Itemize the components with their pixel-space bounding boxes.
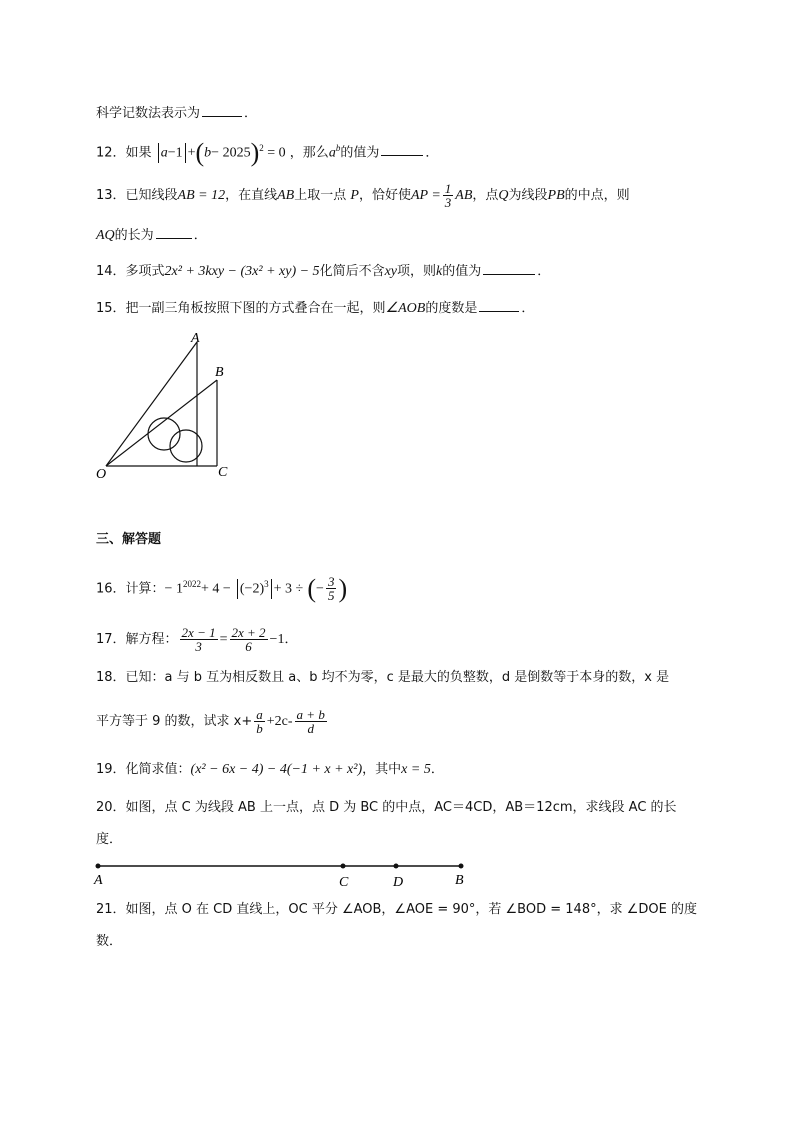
q13-text: 上取一点 — [294, 188, 347, 203]
math-expr: −1 — [269, 632, 285, 647]
var-a: a — [328, 145, 336, 161]
question-20-line2: 度． — [96, 832, 123, 847]
math-expr: AB = 12 — [177, 188, 226, 203]
fraction-den: 6 — [245, 639, 252, 654]
question-18-line1: 18．已知：a 与 b 互为相反数且 a、b 均不为零，c 是最大的负整数，d 是倒数等于本身的数，x 是 — [96, 670, 670, 685]
period: ． — [193, 228, 207, 243]
exponent: b — [335, 143, 341, 153]
question-15 — [96, 297, 534, 319]
exponent: 2022 — [182, 579, 201, 589]
question-19 — [96, 760, 444, 780]
answer-blank — [479, 297, 519, 312]
math-expr: − 1 — [164, 581, 183, 597]
expr-part: = 0 — [263, 145, 286, 161]
q13-lead: 13．已知线段 — [96, 188, 178, 203]
point-B — [459, 864, 464, 869]
q14-text: 化简后不含 — [319, 264, 385, 279]
q15-lead: 15．把一副三角板按照下图的方式叠合在一起，则 — [96, 301, 386, 316]
fraction — [180, 626, 218, 653]
math-expr: (x² − 6x − 4) − 4(−1 + x + x²) — [190, 762, 363, 777]
point-C — [341, 864, 346, 869]
expr-part: − 2025 — [211, 145, 251, 161]
q13-text: ，恰好使 — [358, 188, 411, 203]
question-13-line1 — [96, 182, 630, 209]
q13-text: 为线段 — [508, 188, 548, 203]
q11-tail-line — [96, 102, 257, 124]
abs-bar-right — [185, 143, 186, 163]
math-expr: PB — [547, 188, 565, 203]
q16-lead: 16．计算： — [96, 581, 165, 597]
math-expr: k — [436, 264, 443, 279]
math-expr: (−2) — [239, 581, 265, 597]
math-expr: Q — [498, 188, 509, 203]
math-expr: AB — [455, 188, 473, 203]
label-A: A — [94, 873, 103, 888]
fraction-num: a — [256, 707, 263, 722]
answer-blank — [483, 260, 535, 275]
line-OA — [106, 342, 197, 466]
math-expr: + 3 ÷ — [273, 581, 304, 597]
label-A: A — [191, 331, 200, 346]
period: ． — [425, 145, 439, 161]
fraction-num: 2x − 1 — [181, 625, 216, 640]
math-expr: +2c- — [266, 714, 293, 729]
point-D — [394, 864, 399, 869]
abs-bar-left — [158, 143, 159, 163]
period: ． — [284, 632, 298, 647]
expr-part: −1 — [167, 145, 183, 161]
q14-text: 项，则 — [397, 264, 437, 279]
q13-text: ，点 — [472, 188, 499, 203]
point-A — [96, 864, 101, 869]
period: ． — [430, 762, 444, 777]
fraction-num: 3 — [327, 574, 335, 590]
q14-text: 的值为 — [442, 264, 482, 279]
label-D: D — [393, 875, 404, 890]
answer-blank — [381, 141, 423, 156]
figure-segment-ab — [90, 856, 480, 892]
exponent: 3 — [264, 579, 269, 589]
math-expr: 2x² + 3kxy − (3x² + xy) − 5 — [164, 264, 320, 279]
period: ． — [537, 264, 551, 279]
question-21-line1: 21．如图，点 O 在 CD 直线上，OC 平分 ∠AOB，∠AOE = 90°，若 ∠BOD = 148°，求 ∠DOE 的度 — [96, 902, 697, 917]
label-O: O — [96, 467, 107, 482]
q13-text: 的长为 — [114, 228, 154, 243]
math-expr: P — [350, 188, 359, 203]
math-expr: AB — [277, 188, 295, 203]
label-B: B — [455, 873, 464, 888]
fraction-num: 2x + 2 — [231, 625, 266, 640]
q19-text: ，其中 — [362, 762, 402, 777]
abs-bar-right — [271, 579, 272, 599]
question-16 — [96, 574, 347, 602]
math-expr: = — [219, 632, 228, 647]
abs-bar-left — [237, 579, 238, 599]
q15-text: 的度数是 — [425, 301, 478, 316]
period: ． — [521, 301, 535, 316]
q14-lead: 14．多项式 — [96, 264, 165, 279]
q18-text: 平方等于 9 的数，试求 x+ — [96, 714, 253, 729]
math-expr: xy — [384, 264, 398, 279]
question-21-line2: 数． — [96, 934, 123, 949]
question-13-line2 — [96, 224, 207, 246]
label-B: B — [215, 365, 224, 380]
fraction — [443, 182, 454, 209]
q13-text: 的中点，则 — [564, 188, 630, 203]
fraction — [326, 575, 337, 602]
math-expr: x = 5 — [401, 762, 431, 777]
fraction-den: 3 — [444, 195, 452, 210]
math-expr: − — [316, 581, 324, 597]
fraction-den: 5 — [327, 588, 335, 604]
q17-lead: 17．解方程： — [96, 632, 178, 647]
fraction — [254, 708, 265, 735]
fraction-num: 1 — [444, 181, 452, 196]
question-18-line2 — [96, 708, 329, 735]
period: ． — [244, 106, 258, 121]
q12-text: ，那么 — [289, 145, 329, 161]
var-b: b — [204, 145, 212, 161]
question-14 — [96, 260, 550, 282]
fraction — [295, 708, 327, 735]
question-12 — [96, 137, 439, 167]
paren-right: ) — [338, 573, 348, 603]
math-expr: AQ — [96, 228, 115, 243]
q12-text: 的值为 — [340, 145, 380, 161]
fraction — [230, 626, 268, 653]
paren-right: ) — [250, 137, 260, 167]
math-expr: ∠AOB — [385, 301, 426, 316]
answer-blank — [202, 102, 242, 117]
question-17 — [96, 626, 297, 653]
expr-part: + — [187, 145, 196, 161]
q12-lead: 12．如果 — [96, 145, 152, 161]
paren-left: ( — [195, 137, 205, 167]
math-expr: + 4 − — [200, 581, 231, 597]
fraction-den: d — [307, 721, 314, 736]
label-C: C — [339, 875, 349, 890]
question-20-line1: 20．如图，点 C 为线段 AB 上一点，点 D 为 BC 的中点，AC＝4CD，AB＝12cm，求线段 AC 的长 — [96, 800, 677, 815]
q13-text: ，在直线 — [225, 188, 278, 203]
q11-tail-text: 科学记数法表示为 — [96, 106, 201, 121]
fraction-den: b — [256, 721, 263, 736]
q19-lead: 19．化简求值： — [96, 762, 191, 777]
math-expr: AP = — [410, 188, 441, 203]
var-a: a — [160, 145, 168, 161]
exponent: 2 — [259, 143, 264, 153]
section-heading: 三、解答题 — [96, 532, 162, 547]
fraction-num: a + b — [296, 707, 325, 722]
paren-left: ( — [307, 573, 317, 603]
figure-triangle-rulers — [90, 330, 250, 490]
answer-blank — [156, 224, 192, 239]
label-C: C — [218, 465, 228, 480]
fraction-den: 3 — [195, 639, 202, 654]
